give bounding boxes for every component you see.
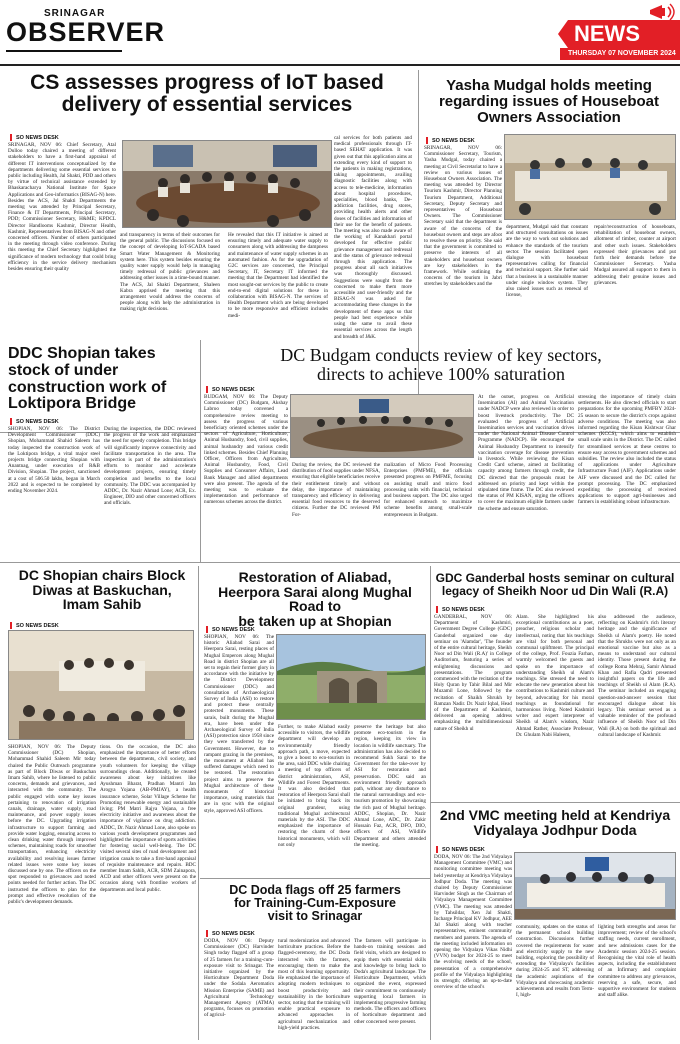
- budgam-col1: BUDGAM, NOV 06: The Deputy Commissioner (DC) Budgam, Akshay Labroo today convened a comprehensive review meeting to assess the progress of various beneficiary oriented schemes under the sectors of Agriculture, Horticulture, Animal Husbandry, food, civil supplies, animal husbandry and various credit linked schemes. Besides Chief Planning Officer, Officers from Agriculture, Animal Husbandry, Food, Civil Supplies and Consumer Affairs, Lead Bank Manager and allied departments were also present. The agenda of the meeting was to evaluate the implementation and performance of numerous schemes across the district.: [204, 394, 288, 506]
- divider-h4: [430, 802, 680, 803]
- iot-headline[interactable]: [8, 72, 406, 116]
- bridge-headline-line2: stock of under: [8, 361, 119, 379]
- budgam-meeting-photo: [290, 394, 474, 458]
- logo-rule: [6, 50, 122, 52]
- iot-col2: and transparency in terms of their outcomes for the general public. The discussions focused on the concept of developing IoT-SCADA based Smart Water Management & Monitoring system here. This system besides ensuring the quality water supply would help in managing timely redressal of public grievances and addressing other issues in a time-bound manner. The ACS, Jal Shakti Department, Shaleen Kabra apprised the meeting that this arrangement would address the concerns of people along with help the administration in making right decisions.: [120, 232, 220, 313]
- houseboat-headline-line3: Owners Association: [477, 108, 621, 126]
- iot-headline-line2: delivery of essential services: [61, 93, 353, 117]
- vmc-meeting-photo: [514, 852, 676, 920]
- houseboat-meeting-photo: [504, 134, 676, 220]
- budgam-headline[interactable]: [206, 346, 676, 384]
- doda-headline-line2: for Training-Cum-Exposure: [234, 896, 396, 911]
- top-rule: [0, 64, 680, 66]
- section-label: NEWS: [574, 21, 640, 46]
- ganderbal-headline-line2: legacy of Sheikh Noor ud Din Wali (R.A): [441, 583, 669, 598]
- houseboat-col2: department, Mudgal said that constant and structured consultations on issues are the way to work out solutions and enhance the standards of the tourism sector. The session facilitated open dialogue with houseboat representatives calling for financial and technical support. She further said that a business in a sustainable manner under single window system. They also raised issues such as renewal of license,: [506, 224, 588, 299]
- iot-col1: SRINAGAR, NOV 06: Chief Secretary, Atal Dulloo today chaired a meeting of different stakeholders to have a first-hand appraisal of different IT interventions conceptualized by the departments delivering some essential services to public including Health, Jal Shakti, PDD and others by virtue of technical assistance extended by Bhaskaracharya National Institute for Space Applications and Geo-informatics (BISAG-N) here. Besides the ACS, Jal Shakti Departments the meeting was attended by Principal Secretary, Finance & IT Departments, Principal Secretary, PDD; Commissioner Secretary, H&ME; KPDCL Director Handlooms Kashmir, Director Health, Kashmir, Representatives from BISAG-N and other concerned officers. Number of others participated in the meeting through video conference. During this meeting the Chief Secretary highlighted the significance of modern technology that could bring efficiency in the service delivery mechanism besides ensuring their quality: [8, 142, 116, 273]
- ganderbal-col2: Alam. She highlighted his exceptional contributions as a poet, preacher, religious scholar and intellectual, noting that his teachings are vital for both personal and communal upliftment. The principal of the college, Prof. Fouzia Farhan, warmly welcomed the guests and spoke on the importance of understanding Sheikh ul Alam's teachings. She stressed the need to educate the new generation about his contributions to Kashmiri culture and beyond, advocating for his moral teachings as foundational for harmonious living. Noted Kashmiri writer and expert interpreter of Sheikh ul Alam's wisdom, Nazir Ahmad Rather, Associate Professor, Dr. Ghulam Nabi Haleem,: [516, 614, 594, 738]
- aliabad-headline[interactable]: [204, 570, 426, 629]
- baskuchan-headline-line3: Imam Sahib: [62, 596, 142, 613]
- baskuchan-event-photo: [8, 630, 194, 740]
- ganderbal-byline: SO NEWS DESK: [436, 606, 485, 613]
- doda-byline: SO NEWS DESK: [206, 930, 255, 937]
- houseboat-headline-line2: regarding issues of Houseboat: [438, 92, 660, 110]
- iot-headline-line1: CS assesses progress of IoT based: [30, 71, 384, 94]
- budgam-col2: During the review, the DC reviewed the distribution of food supplies under NFSA, ensuring that eligible beneficiaries receive their entitlement timely and without delay, the importance of maintaining transparency and efficiency in delivering essential food resources to the deserved citizens. Further the DC reviewed PM For-: [292, 462, 380, 518]
- ganderbal-col3: also addressed the audience, reflecting on Kashmir's rich literary heritage and the significance of Sheikh ul Alam's poetry. He noted that the Shrukhs were not only as an emotional vaccine but also as a means to understand our cultural identity. Those present during the college Roma Mehraj, Samir Ahmad Khan and Rafia Qadri presented insightful papers on the life and teachings of Sheikh ul Alam (R.A). The seminar included an engaging question-and-answer session that encouraged dialogue about his legacy. This seminar served as a valuable reminder of the profound influence of Sheikh Noor ud Din Wali (R.A) on both the spiritual and cultural landscape of Kashmir.: [598, 614, 676, 738]
- budgam-headline-line1: DC Budgam conducts review of key sectors,: [280, 345, 602, 365]
- doda-headline-line1: DC Doda flags off 25 farmers: [229, 883, 401, 897]
- iot-col4: cal services for both patients and medical professionals through IT-based SEHAT application. It was given out that this application aims at extending every kind of support to the patients in making registrations, taking appointments, availing diagnostic facilities along with access to tele-medicine, information about hospital procedures, specialities, blood banks, De-addiction facilities, drug stores, providing health alerts and other doses of facilities and information of their use for the benefit of patients. The meeting was also made aware of the working of Kanakhari portal developed for effective public grievance management and redressal and the status of grievance redressal through this application. The progress about all such initiatives was thoroughly discussed. Suggestions were sought from the concerned to make them more accessible and user-friendly and the BISAG-N was asked for accommodating these changes in the development of these apps so that people had best experience while using the same to avail these essential services across the length and breadth of J&K.: [334, 135, 412, 340]
- aliabad-monument-photo: [276, 634, 426, 720]
- divider-h2: [0, 562, 680, 563]
- logo-city: SRINAGAR: [44, 8, 106, 19]
- aliabad-headline-line3: be taken up at Shopian: [238, 613, 392, 630]
- divider-v2: [200, 340, 201, 562]
- houseboat-headline[interactable]: [424, 78, 674, 125]
- iot-meeting-photo: [122, 140, 332, 228]
- aliabad-headline-line1: Restoration of Aliabad,: [238, 569, 392, 585]
- issue-date: THURSDAY 07 NOVEMBER 2024: [560, 48, 680, 60]
- aliabad-byline: SO NEWS DESK: [206, 626, 255, 633]
- megaphone-icon: [648, 2, 676, 22]
- baskuchan-headline-line2: Diwas at Baskuchan,: [32, 581, 172, 598]
- divider-h3: [200, 878, 430, 879]
- vmc-col1: DODA, NOV 06: The 2nd Vidyalaya Management Committee (VMC) and monitoring committee meeting was held yesterday at Kendriya Vidyalaya Jodhpur Doda. The meeting was chaired by Deputy Commissioner Harvinder Singh as the Chairman of Vidyalaya Management Committee (VMC). The meeting was attended by Tahsildar, Xen Jal Shakti, Incharge Principal KV Jodhpur, AEE Jal Shakti along with teacher representatives, eminent community members and parents. The agenda of the meeting included information on opening the Vidyalaya Vikas Nidhi (VVN) budget for 2024-25 to meet the evolving needs of the school, presentation of a comprehensive profile of the Vidyalaya highlighting its strength; offering an up-to-date overview of the school's: [434, 854, 512, 991]
- vmc-headline-line2: Vidyalaya Jodhpur Doda: [473, 821, 637, 838]
- doda-col3: The farmers will participate in hands-on training sessions and field visits, which are designed to equip them with essential skills and knowledge to bring back to Doda's agricultural landscape. The Horticulture Department, which organized the event, expressed their commitment to continuously supporting local farmers in implementing progressive farming methods. The officers and officers of horticulture department and other concerned were present.: [354, 938, 426, 1025]
- budgam-col4: At the outset, progress on Artificial Insemination (AI) and Animal Vaccination under NADCP were also reviewed in order to boost livestock productivity. The DC evaluated the progress of Artificial Insemination services and vaccination drives under the National Animal Disease Control Programme (NADCP). He encouraged the Animal Husbandry Department to intensify vaccination coverage for disease prevention in livestock. While reviewing the Kisan Credit Card scheme, aimed at facilitating capacity among farmers through credit, the DC directed that the proposals must be addressed on priority and kept within the stipulated time frame. The DC also reviewed the status of PM KISAN, urging the officers to cover the maximum eligible farmers under the scheme and ensure saturation.: [478, 394, 574, 512]
- ganderbal-headline[interactable]: [434, 572, 676, 597]
- vmc-col2: community, updates on the status of the permanent school building construction. Discussions further covered the requirements for water and electricity supply to the new building, exploring the possibility of extending the Vidyalaya's facilities during 2024-25 and ST, addressing the academic aspirations of the Vidyalaya and showcasing academic achievements and results from Term-I, high-: [516, 924, 594, 999]
- newspaper-logo[interactable]: [6, 8, 165, 45]
- vmc-col3: lighting both strengths and areas for improvement; review of the school's staffing needs, current enrollment, and new admissions cases for the Academic session 2024-25 session. Recognising the vital role of health aspects, including the establishment of an Infirmary and complaint committee to address any grievances, reserving a safe, secure, and supportive environment for students and staff alike.: [598, 924, 676, 999]
- ganderbal-col1: GANDERBAL, NOV 06: Department of Kashmiri, Government Degree College (GDC) Ganderbal organized one day seminar on 'Alamdar', 'The founder of the entire cultural heritage, Sheikh Noor ud Din Wali (R.A)' in College Auditorium, featuring a series of enlightening discussions and presentations. The program commenced with the recitation of the Holy Quran by Tahir Bilal and Mir Muzamil Lone, followed by the recitation of Shaikh Shrukh by Ramzan Nadir. Dr. Nazir Iqbal, Head of the Department of Kashmiri, delivered an opening address emphasizing the multidimensional nature of Sheikh ul: [434, 614, 512, 732]
- bridge-headline[interactable]: [8, 346, 204, 413]
- divider-v4: [430, 566, 431, 1040]
- baskuchan-headline[interactable]: [8, 568, 196, 612]
- masthead: [0, 0, 680, 62]
- budgam-col3: malization of Micro Food Processing Enterprises (PMFME), the officials presented progress on PMFME, focusing on assisting small and micro food processing units with financial, technical and business support. The DC also urged for enhanced outreach to maximize scheme benefits among small-scale entrepreneurs in Budgam.: [384, 462, 472, 518]
- houseboat-col1: SRINAGAR, NOV 06: Commissioner Secretary, Tourism, Yasha Mudgal, today chaired a meeting at Civil Secretariat to have a review on various issues of Houseboat Owners Association. The meeting was attended by Director Tourism Kashmir, Director Planning Tourism Department, Additional Secretary, Deputy Secretary and representatives of Houseboat Owners. The Commissioner Secretary said that the department is aware of the concerns of the houseboat owners and steps are afoot to resolve these on priority. She said that the government is committed to preserve the interests of all stakeholders and houseboat owners are key stakeholders in the framework. While outlining the concerns of the tourism in Jabri stretches by stakeholders and the: [424, 145, 502, 288]
- aliabad-col1: SHOPIAN, NOV 06: The historic Aliabad Sarai and Heerpora Sarai, resting places of Mughal Emperors along Mughal Road in district Shopian are all set to regain their former glory in accordance with the initiative by the District Development Commissioner (DDC) and consultation of Archaeological Survey of India (ASI) to restore and protect these centrally protected monuments. These sarais, built during the Mughal era, have been under the Archaeological Survey of India (ASI) protection since 1958 since they were transferred by the Government. However, due to rampant grazing in the premises, the monument at Aliabad has suffered damages which need to be restored. The restoration project aims to preserve the Mughal architecture of these monuments of historical importance, using materials that are in sync with the original style, approved ASI officers.: [204, 634, 274, 814]
- vmc-headline[interactable]: [434, 808, 676, 837]
- baskuchan-col2: tions. On the occasion, the DC also emphasized the importance of better efforts between the departments, civil society, and youth volunteers for keeping the village surroundings clean. Additionally, he created awareness about key initiatives like Ayushman Bharat, Pradhan Mantri Jan Arogya Yojana (AB-PMJAY), a health insurance scheme, Solar Village Scheme for Promoting renewable energy and sustainable living; PM Matri Rajya Yojana, a free electricity initiative and awareness about the importance of vigilance on drug addiction. ADDC, Dr. Nazir Ahmad Lone, also spoke on various youth development programmes and highlighted the importance of sports activities for fostering social well-being. The DC visited several sites of road development and irrigation canals to take a first-hand appraisal of requisite maintenance and repairs. BDC member Imam Sahib, ACR, SDM Zainapora, ACD and other officers were present on the occasion along with frontline workers of departments and local public.: [100, 744, 196, 893]
- bridge-headline-line4: Loktipora Bridge: [8, 395, 137, 413]
- vmc-headline-line1: 2nd VMC meeting held at Kendriya: [439, 807, 671, 823]
- doda-headline-line3: visit to Srinagar: [267, 909, 363, 924]
- budgam-col5: stressing the importance of timely claim settlements. He also directed officials to start preparations for the upcoming PMFBY 2024-25 season to secure the district's crops against adverse conditions. The meeting was also informed regarding the Kisan Kishtwar Ghar schemes (KCCS), which aims to establish small scale units in the District. The DC called for streamlined services at these centres to ensure easy access to government schemes and subsidies. The review also included the status of applications under Agriculture Infrastructure Fund (AIF). Applications under AIF were discussed and the DC called for prompt processing. The DC emphasized expediting the processing of received applications to support agri-businesses and farmers in establishing robust infrastructure.: [578, 394, 676, 506]
- ganderbal-headline-line1: GDC Ganderbal hosts seminar on cultural: [435, 571, 675, 585]
- doda-headline[interactable]: [204, 884, 426, 923]
- divider-v3: [198, 566, 199, 1040]
- iot-byline: SO NEWS DESK: [10, 134, 59, 141]
- budgam-byline: SO NEWS DESK: [206, 386, 255, 393]
- bridge-headline-line1: DDC Shopian takes: [8, 345, 156, 362]
- budgam-headline-line2: directs to achieve 100% saturation: [317, 363, 565, 384]
- aliabad-col2: Further, to make Aliabad easily accessible to visitors, the wildlife department will develop an environmentally friendly approach path, a move, expected to give a boost to eco-tourism in the area, said DDC while chairing a meeting of top officers of district administration, ASI, Wildlife and Forest Departments. It was also decided that restoration of Heerpora Sarai shall be initiated to bring back its original grandeur, using traditional Mughal architectural materials by the ASI. The DDC emphasized the importance of restoring the charm of these historical monuments, which will not only: [278, 724, 350, 848]
- baskuchan-col1: SHOPIAN, NOV 06: The Deputy Commissioner (DC) Shopian, Mohammad Shahid Saleem Mir today chaired the Public Outreach programme as part of Block Diwas or Baskuchan Imam Sahib, where he listened to public concerns, demands and grievances, and interacted with the community. The public engaged with some key issues pertaining to renovation of irrigation canals, drainage, water supply, road maintenance, and power supply issues before the DC. Upgrading irrigation infrastructure to support farming and provide water logging, ensuring access to clean drinking water through improved schemes, maintaining roads for smoother transportation, enhancing electricity availability and resolving issues farmer related issues were some key issues discussed one by one. The officers on the spot responded to grievances and noted points needed for further action. The DC instructed the officers to plan for the prompt and effective resolution of the public's development demands.: [8, 744, 96, 906]
- bridge-col1: SHOPIAN, NOV 06: The District Development Commissioner (DDC) Shopian, Mohammad Shahid Saleem has today inspected the construction work of the Loktipora bridge, a vital major steel projects bridge connecting Shopian with Anantnag, under execution of R&B Division, Shopian. The project, sanctioned at a cost of 506.50 lakhs, began in March 2022 and is expected to be completed by ending November 2024.: [8, 426, 100, 495]
- aliabad-headline-line2: Heerpora Sarai along Mughal Road to: [218, 583, 412, 615]
- bridge-col2: During the inspection, the DDC reviewed the progress of the work and emphasized the need for speedy completion. This bridge will significantly improve connectivity and facilitate transportation in the area. The inspection is part of the administration's efforts to monitor and accelerate development projects, ensuring timely completion and benefits to the local community. The DDC was accompanied by ADDC, Dr. Nazir Ahmad Lone; ACR, Ex. Engineer, DIO and other concerned officers and officials.: [104, 426, 196, 507]
- section-tab: [568, 20, 680, 48]
- doda-col1: DODA, NOV 06: Deputy Commissioner (DC) Harvinder Singh today flagged off a group of 25 farmers for a training-cum-exposure visit to Srinagar. The initiative organized by the Horticulture Department Doda under the Sodala Aeromatics Mission Enterprise (SAME) and Agricultural Technology Management Agency (ATMA) programs, focuses on promotion of agricul-: [204, 938, 274, 1019]
- aliabad-col3: preserve the heritage but also promote eco-tourism in the region, keeping its view in location in wildlife sanctuary. The administration has also decided to recommend Sukh Sarai to the Government for the take-over by ASI for restoration and preservation. DDC said an environment friendly approach path, without any disturbance to the natural surroundings and eco-tourism promotion by showcasing the rich past of Mughal heritage. ADDC, Shopian, Dr. Nazir Ahmad Lone, ADC, Dr. Zakir Hussain Faz, ACR, DFO, DIO, officers of ASI, Wildlife Department and others attended the meeting.: [354, 724, 426, 848]
- bridge-byline: SO NEWS DESK: [10, 418, 59, 425]
- vmc-byline: SO NEWS DESK: [436, 846, 485, 853]
- houseboat-col3: repair/reconstruction of houseboats, rehabilitation of houseboat owners, allotment of timber, counter at airport and other such issues. Stakeholders expressed their grievances and put forth their demands before the Commissioner Secretary. Yasha Mudgal assured all support to them in addressing their genuine issues and grievances.: [594, 224, 676, 286]
- baskuchan-headline-line1: DC Shopian chairs Block: [18, 567, 186, 583]
- iot-col3: He revealed that this IT initiative is aimed at ensuring timely and adequate water supply to consumers along with addressing the dampness and maintenance of water supply schemes in an automated fashion. As for the upgradation of G2C services are concerned, the Principal Secretary, IT, Secretary IT informed the meeting that the Department had identified the most sought-out services by the public to create end-to-end digital solutions for these in collaboration with BISAG-N. The services of Health Department which are being developed to be more responsive and efficient includes medi-: [228, 232, 328, 319]
- houseboat-byline: SO NEWS DESK: [426, 137, 475, 144]
- baskuchan-byline: SO NEWS DESK: [10, 622, 59, 629]
- houseboat-headline-line1: Yasha Mudgal holds meeting: [446, 77, 652, 94]
- bridge-headline-line3: construction work of: [8, 378, 167, 396]
- logo-name: OBSERVER: [6, 17, 166, 47]
- doda-col2: tural modernization and advanced horticulture practices. Before the flagged-ceremony, the DC Doda interacted with the farmers, encouraging them to make the most of this learning opportunity. He emphasized the importance of adopting modern techniques to boost productivity and sustainability in the horticulture sector, noting that the training will enable practical exposure to advanced approaches in agricultural mechanization and high-yield practices.: [278, 938, 350, 1031]
